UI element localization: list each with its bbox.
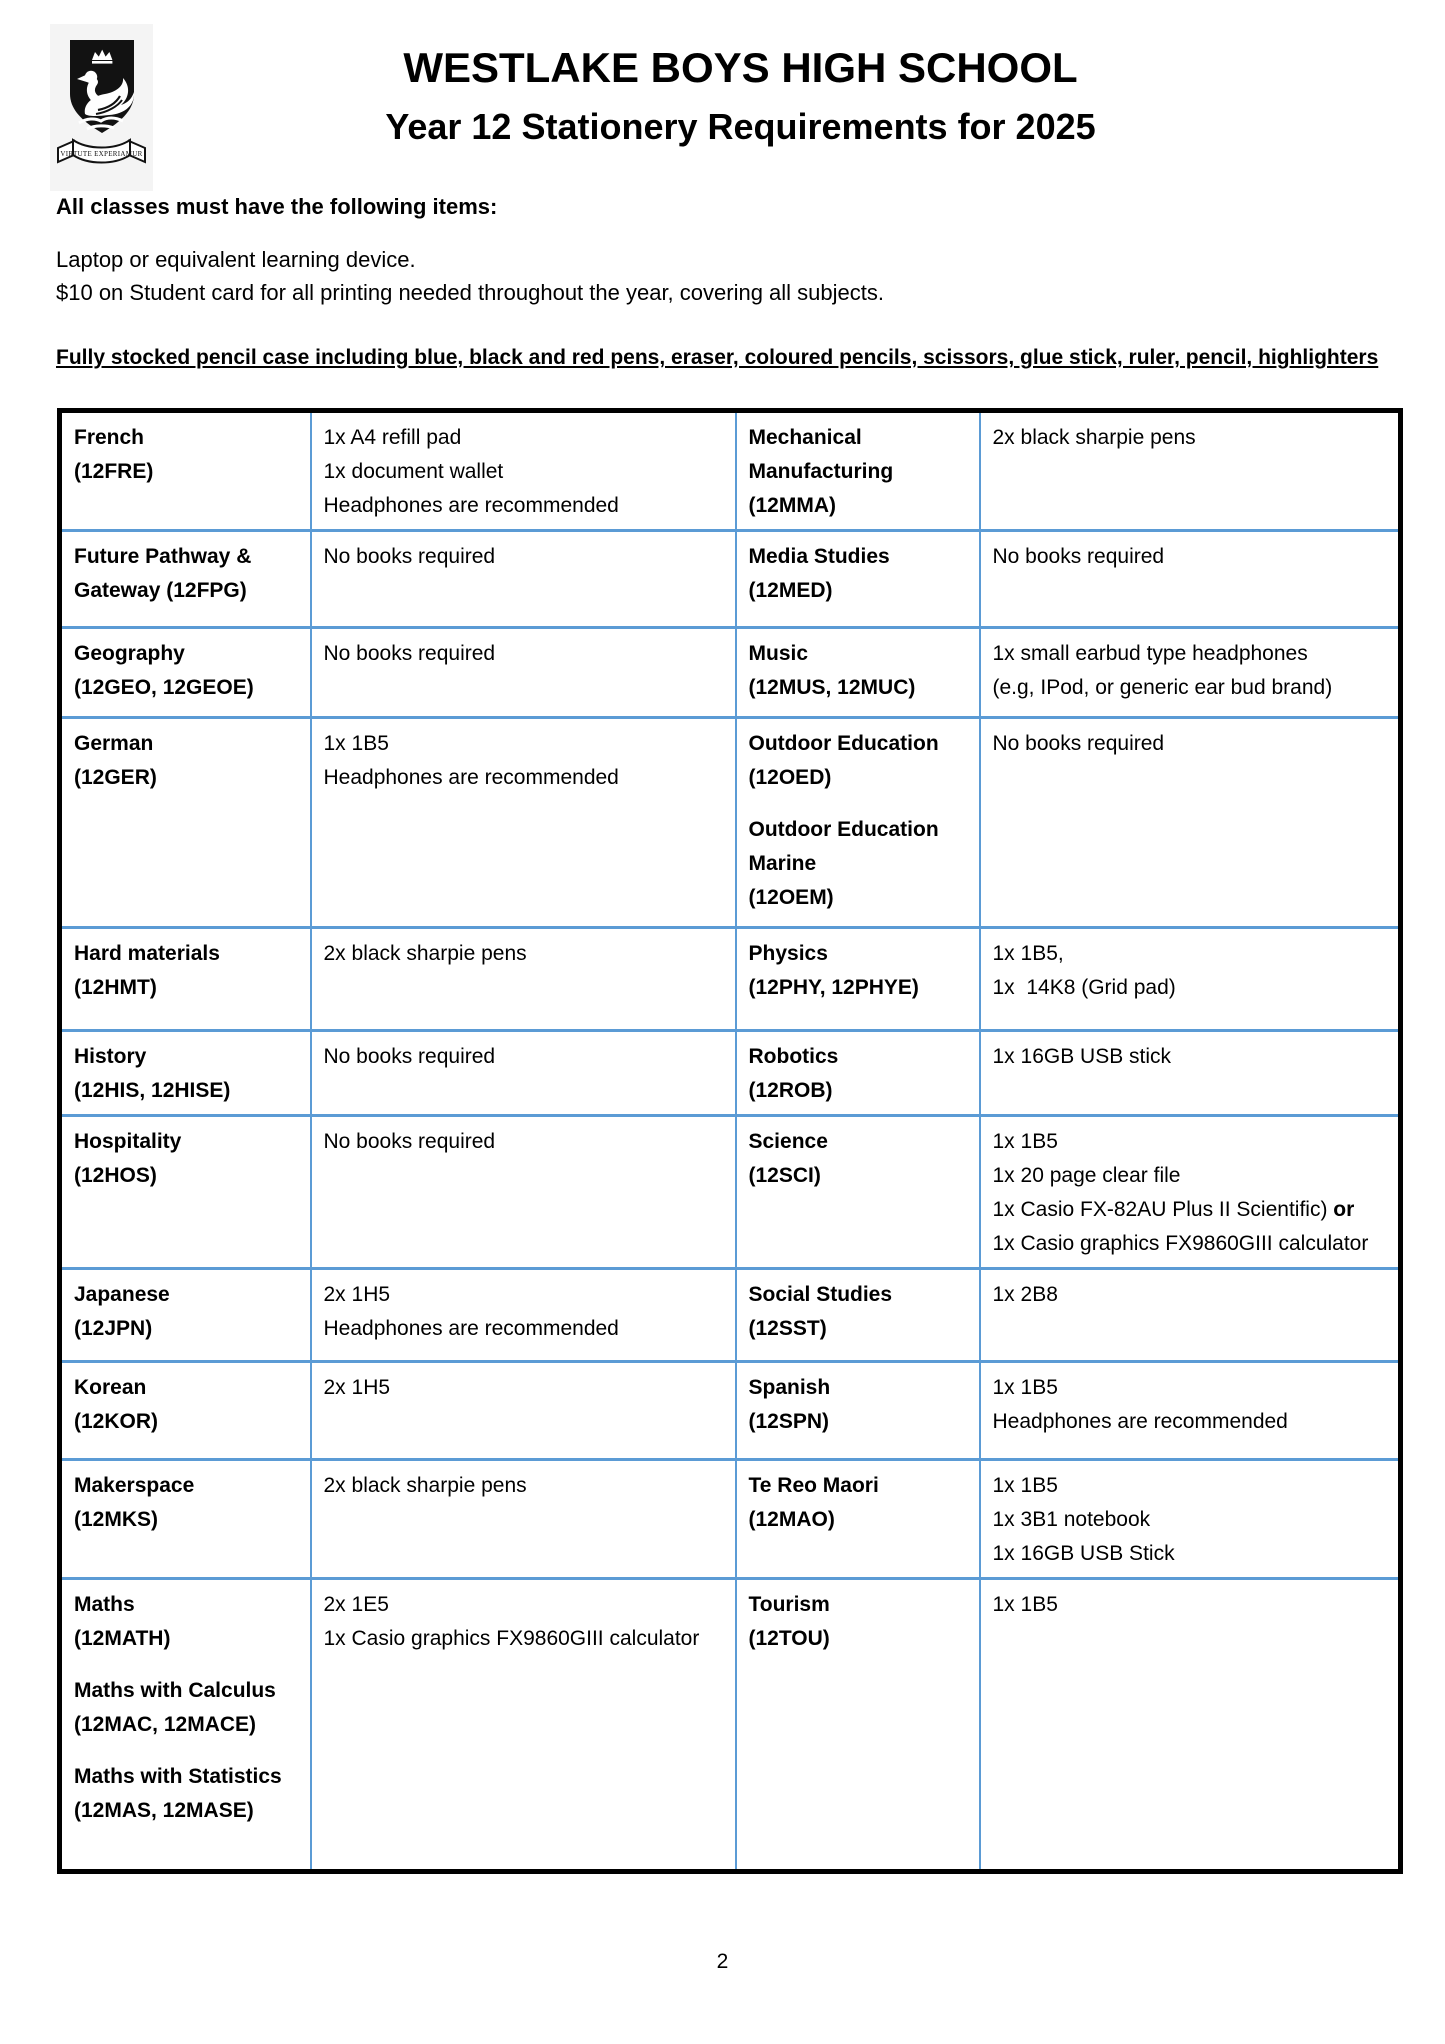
items-cell-left <box>311 1460 736 1579</box>
subject-cell-left <box>60 1116 311 1269</box>
cell-line: (12MAS, 12MASE) <box>74 1799 254 1822</box>
cell-line <box>74 1656 299 1674</box>
items-cell-left <box>311 1362 736 1460</box>
items-cell-right <box>980 1460 1401 1579</box>
cell-line: Tourism <box>748 1593 830 1616</box>
subject-cell-right <box>736 411 980 531</box>
cell-line: 1x 1B5 <box>323 732 389 755</box>
items-cell-right <box>980 1362 1401 1460</box>
subject-cell-left <box>60 1362 311 1460</box>
table-row <box>60 718 1401 928</box>
cell-line: 1x 20 page clear file <box>992 1164 1181 1187</box>
cell-line: (12KOR) <box>74 1410 159 1433</box>
table-row <box>60 1460 1401 1579</box>
pencil-case-note: Fully stocked pencil case including blue, black and red pens, eraser, coloured pencils, scissors, glue stick, ruler, pencil, highlighters <box>56 346 1379 369</box>
items-cell-right <box>980 1116 1401 1269</box>
items-cell-left <box>311 411 736 531</box>
cell-line: 1x Casio FX-82AU Plus II Scientific) or <box>992 1198 1355 1221</box>
subject-cell-right <box>736 628 980 718</box>
cell-line: (12OED) <box>748 766 832 789</box>
cell-line: 2x 1E5 <box>323 1593 389 1616</box>
subject-cell-right <box>736 1116 980 1269</box>
items-cell-left <box>311 1269 736 1362</box>
cell-line <box>749 795 968 813</box>
subject-cell-left <box>60 1031 311 1116</box>
cell-line: Robotics <box>748 1045 839 1068</box>
cell-line: Spanish <box>748 1376 831 1399</box>
cell-line: Makerspace <box>74 1474 195 1497</box>
cell-line: (12OEM) <box>748 886 834 909</box>
cell-line: Hospitality <box>74 1130 182 1153</box>
cell-line: 1x 16GB USB stick <box>992 1045 1172 1068</box>
cell-line: (12GEO, 12GEOE) <box>74 676 254 699</box>
cell-line: (12MATH) <box>74 1627 171 1650</box>
cell-line: History <box>74 1045 147 1068</box>
subject-cell-right <box>736 1269 980 1362</box>
subject-cell-left <box>60 628 311 718</box>
items-cell-left <box>311 718 736 928</box>
cell-line: 1x 16GB USB Stick <box>992 1542 1175 1565</box>
cell-line: 1x 3B1 notebook <box>992 1508 1151 1531</box>
subject-cell-right <box>736 1362 980 1460</box>
cell-line: Te Reo Maori <box>748 1474 879 1497</box>
page-number: 2 <box>716 1950 729 1973</box>
cell-line: (12MAC, 12MACE) <box>74 1713 257 1736</box>
items-cell-left <box>311 1031 736 1116</box>
subject-cell-right <box>736 1579 980 1872</box>
cell-line: German <box>74 732 154 755</box>
subject-cell-right <box>736 1031 980 1116</box>
items-cell-left <box>311 1579 736 1872</box>
cell-line: Marine <box>748 852 817 875</box>
cell-line: (12ROB) <box>748 1079 833 1102</box>
cell-line: Science <box>748 1130 828 1153</box>
cell-line: Outdoor Education <box>748 818 939 841</box>
cell-line: 1x document wallet <box>323 460 504 483</box>
table-row <box>60 1269 1401 1362</box>
items-cell-right <box>980 411 1401 531</box>
cell-line: Maths with Calculus <box>74 1679 276 1702</box>
cell-line: No books required <box>323 545 496 568</box>
school-name: WESTLAKE BOYS HIGH SCHOOL <box>403 44 1078 91</box>
subject-cell-left <box>60 1579 311 1872</box>
cell-line: (12TOU) <box>748 1627 830 1650</box>
subject-cell-left <box>60 1460 311 1579</box>
subject-cell-left <box>60 718 311 928</box>
cell-line: (12SST) <box>748 1317 827 1340</box>
table-row <box>60 531 1401 628</box>
items-cell-left <box>311 928 736 1031</box>
items-cell-right <box>980 928 1401 1031</box>
cell-line: Korean <box>74 1376 147 1399</box>
cell-line: 1x 1B5 <box>992 1474 1058 1497</box>
intro-line-printing: $10 on Student card for all printing needed throughout the year, covering all subjects. <box>56 280 884 305</box>
cell-line: (12GER) <box>74 766 157 789</box>
cell-line: (12MKS) <box>74 1508 159 1531</box>
cell-line: Maths <box>74 1593 135 1616</box>
cell-line: Manufacturing <box>748 460 894 483</box>
crest-motto: VIRTUTE EXPERIAMUR <box>60 150 143 158</box>
cell-line: 2x 1H5 <box>323 1376 391 1399</box>
cell-line: 1x Casio graphics FX9860GIII calculator <box>323 1627 700 1650</box>
cell-line: Physics <box>748 942 828 965</box>
cell-line: (12HMT) <box>74 976 157 999</box>
cell-line: 2x 1H5 <box>323 1283 391 1306</box>
items-cell-right <box>980 1031 1401 1116</box>
table-row <box>60 411 1401 531</box>
cell-line: Headphones are recommended <box>323 494 619 517</box>
subject-cell-left <box>60 531 311 628</box>
cell-line: Headphones are recommended <box>323 1317 619 1340</box>
items-cell-right <box>980 1269 1401 1362</box>
cell-line: 1x Casio graphics FX9860GIII calculator <box>992 1232 1369 1255</box>
cell-line: (12PHY, 12PHYE) <box>748 976 919 999</box>
cell-line: Geography <box>74 642 185 665</box>
subject-cell-right <box>736 928 980 1031</box>
cell-line: (e.g, IPod, or generic ear bud brand) <box>992 676 1333 699</box>
cell-line: Gateway (12FPG) <box>74 579 247 602</box>
cell-line: No books required <box>323 1045 496 1068</box>
cell-line: (12MAO) <box>748 1508 835 1531</box>
cell-line: No books required <box>992 732 1165 755</box>
cell-line: 1x 2B8 <box>992 1283 1058 1306</box>
cell-line: No books required <box>323 642 496 665</box>
cell-line: 1x 1B5 <box>992 1593 1058 1616</box>
items-cell-right <box>980 1579 1401 1872</box>
items-cell-left <box>311 531 736 628</box>
intro-line-laptop: Laptop or equivalent learning device. <box>56 247 416 272</box>
cell-line: 1x small earbud type headphones <box>992 642 1308 665</box>
cell-line: No books required <box>323 1130 496 1153</box>
cell-line: Mechanical <box>748 426 862 449</box>
intro-heading: All classes must have the following items: <box>56 194 498 219</box>
cell-line: 1x 1B5 <box>992 1130 1058 1153</box>
items-cell-left <box>311 1116 736 1269</box>
cell-line: 2x black sharpie pens <box>323 942 527 965</box>
cell-line: 1x 1B5, <box>992 942 1064 965</box>
cell-line: Japanese <box>74 1283 170 1306</box>
cell-line: No books required <box>992 545 1165 568</box>
items-cell-right <box>980 628 1401 718</box>
cell-line: Hard materials <box>74 942 220 965</box>
subject-cell-right <box>736 531 980 628</box>
cell-line: (12MMA) <box>748 494 836 517</box>
table-row <box>60 1116 1401 1269</box>
cell-line: Social Studies <box>748 1283 893 1306</box>
stationery-table <box>57 408 1403 1874</box>
cell-line: (12FRE) <box>74 460 154 483</box>
cell-line: 1x 1B5 <box>992 1376 1058 1399</box>
cell-line: (12SPN) <box>748 1410 830 1433</box>
cell-line <box>74 1742 299 1760</box>
cell-line: Headphones are recommended <box>992 1410 1288 1433</box>
cell-line: Future Pathway & <box>74 545 252 568</box>
cell-line: 2x black sharpie pens <box>323 1474 527 1497</box>
cell-line: French <box>74 426 145 449</box>
subject-cell-right <box>736 1460 980 1579</box>
table-row <box>60 1031 1401 1116</box>
items-cell-right <box>980 718 1401 928</box>
subject-cell-left <box>60 411 311 531</box>
page-title: Year 12 Stationery Requirements for 2025 <box>385 106 1096 147</box>
table-row <box>60 928 1401 1031</box>
cell-line: (12HIS, 12HISE) <box>74 1079 231 1102</box>
table-row <box>60 1579 1401 1872</box>
cell-line: Maths with Statistics <box>74 1765 282 1788</box>
cell-line: Headphones are recommended <box>323 766 619 789</box>
cell-line: (12MED) <box>748 579 833 602</box>
cell-line: 1x A4 refill pad <box>323 426 462 449</box>
cell-line: (12MUS, 12MUC) <box>748 676 916 699</box>
subject-cell-left <box>60 928 311 1031</box>
cell-line: (12HOS) <box>74 1164 157 1187</box>
subject-cell-left <box>60 1269 311 1362</box>
cell-line: Outdoor Education <box>748 732 939 755</box>
cell-line: Music <box>748 642 809 665</box>
table-row <box>60 628 1401 718</box>
cell-line: (12SCI) <box>748 1164 821 1187</box>
cell-line: 1x 14K8 (Grid pad) <box>992 976 1176 999</box>
cell-line: (12JPN) <box>74 1317 153 1340</box>
subject-cell-right <box>736 718 980 928</box>
items-cell-right <box>980 531 1401 628</box>
cell-line: Media Studies <box>748 545 890 568</box>
cell-line: 2x black sharpie pens <box>992 426 1196 449</box>
table-row <box>60 1362 1401 1460</box>
items-cell-left <box>311 628 736 718</box>
